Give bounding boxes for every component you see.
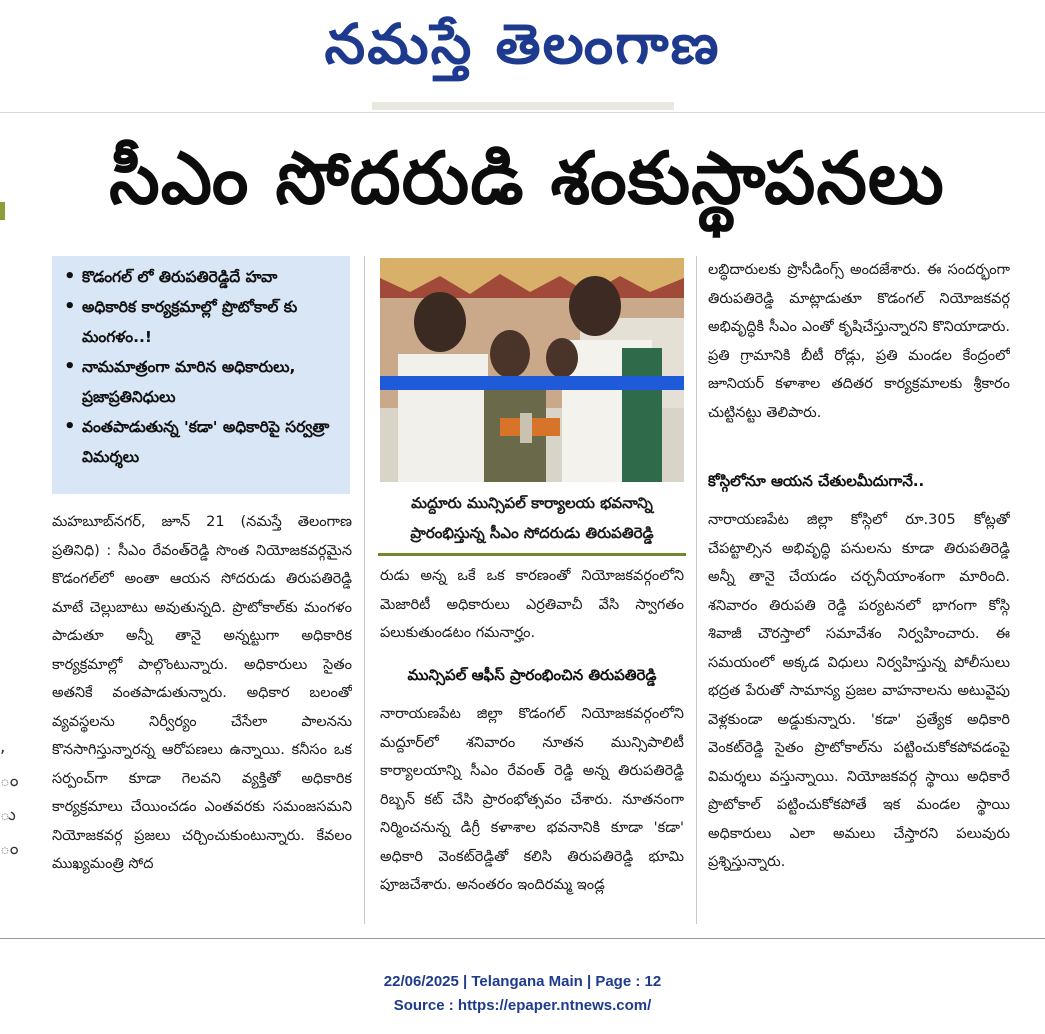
column-2-lower-text: నారాయణపేట జిల్లా కొడంగల్ నియోజకవర్గంలోని మద్దూర్‌లో శనివారం నూతన మున్సిపాలిటీ కార్యాలయాన్ని సీఎం రేవంత్ రెడ్డి అన్న తిరుపతిరెడ్డి రిబ్బన్ కట్ చేసి ప్రారంభోత్సవం చేశారు. నూతనంగా నిర్మించనున్న డిగ్రీ కళాశాల భవనానికి కూడా 'కడా' అధికారి వెంకట్‌రెడ్డితో కలిసి తిరుపతిరెడ్డి భూమి పూజచేశారు. అనంతరం ఇందిరమ్మ ఇండ్ల	[380, 706, 684, 893]
column-divider	[364, 256, 365, 924]
highlight-item: • నామమాత్రంగా మారిన అధికారులు, ప్రజాప్రతినిధులు	[62, 352, 344, 412]
fragment-char: ,	[0, 737, 6, 757]
column-1-text: మహబూబ్‌నగర్, జూన్ 21 (నమస్తే తెలంగాణ ప్రతినిధి) : సీఎం రేవంత్‌రెడ్డి సొంత నియోజకవర్గమైన కొడంగల్‌లో అంతా ఆయన సోదరుడు తిరుపతిరెడ్డి మాటే చెల్లుబాటు అవుతున్నది. ప్రొటోకాల్‌కు మంగళం పాడుతూ అన్నీ తానై అన్నట్టుగా అధికారిక కార్యక్రమాల్లో పాల్గొంటున్నారు. అధికారులు సైతం అతనికే వంతపాడుతున్నారు. అధికార బలంతో వ్యవస్థలను నిర్వీర్యం చేసేలా పాలనను కొనసాగిస్తున్నారన్న ఆరోపణలు ఉన్నాయి. కనీసం ఒక సర్పంచ్‌గా కూడా గెలవని వ్యక్తితో అధికారిక కార్యక్రమాలు చేయించడం ఎంతవరకు సమంజసమని నియోజకవర్గ ప్రజలు చర్చించుకుంటున్నారు. కేవలం ముఖ్యమంత్రి సోద	[52, 514, 352, 872]
footer-source-link[interactable]: Source : https://epaper.ntnews.com/	[393, 997, 652, 1014]
column-2-upper-text: రుడు అన్న ఒకే ఒక కారణంతో నియోజకవర్గంలోని మెజారిటీ అధికారులు ఎర్రతివాచీ వేసి స్వాగతం పలుకుతుండటం గమనార్హం.	[380, 568, 684, 641]
highlight-item: • అధికారిక కార్యక్రమాల్లో ప్రొటోకాల్ కు మంగళం..!	[62, 292, 344, 352]
column-3-lower-text: నారాయణపేట జిల్లా కోస్గిలో రూ.305 కోట్లతో చేపట్టాల్సిన అభివృద్ధి పనులను కూడా తిరుపతిరెడ్డి అన్నీ తానై చేయడం చర్చనీయాంశంగా మారింది. శనివారం తిరుపతి రెడ్డి పర్యటనలో భాగంగా కోస్గి శివాజీ చౌరస్తాలో సమావేశం నిర్వహించారు. ఈ సమయంలో అక్కడ విధులు నిర్వహిస్తున్న పోలీసులు భద్రత పేరుతో సామాన్య ప్రజల వాహనాలను అటువైపు వెళ్లకుండా అడ్డుకున్నారు. 'కడా' ప్రత్యేక అధికారి వెంకట్‌రెడ్డి సైతం ప్రొటోకాల్‌ను పట్టించుకోకపోవడంపై విమర్శలు వస్తున్నాయి. నియోజకవర్గ స్థాయి అధికారే ప్రొటోకాల్ పట్టించుకోకపోతే ఇక మండల స్థాయి అధికారులు ఎలా అమలు చేస్తారని పలువురు ప్రశ్నిస్తున్నారు.	[708, 512, 1010, 870]
highlight-item: • వంతపాడుతున్న 'కడా' అధికారిపై సర్వత్రా విమర్శలు	[62, 412, 344, 472]
fragment-char: ం	[0, 771, 19, 791]
column-divider	[696, 256, 697, 924]
fragment-char: ు	[0, 805, 16, 825]
highlights-box	[52, 256, 350, 494]
photo-caption	[378, 484, 686, 556]
highlight-item: • కొడంగల్ లో తిరుపతిరెడ్డిదే హవా	[62, 262, 344, 292]
fragment-char: ం	[0, 839, 19, 859]
adjacent-article-fragment	[0, 730, 19, 900]
caption-line-2: ప్రారంభిస్తున్న సీఎం సోదరుడు తిరుపతిరెడ్డి	[410, 524, 654, 542]
page-footer	[0, 970, 1045, 1022]
column-3-subheading: కోస్గిలోనూ ఆయన చేతులమీదుగానే..	[708, 472, 925, 490]
footer-date-page: 22/06/2025 | Telangana Main | Page : 12	[383, 973, 662, 990]
column-3-upper-text: లబ్ధిదారులకు ప్రొసీడింగ్స్ అందజేశారు. ఈ సందర్భంగా తిరుపతిరెడ్డి మాట్లాడుతూ కొడంగల్ నియోజకవర్గ అభివృద్ధికి సీఎం ఎంతో కృషిచేస్తున్నారని కొనియాడారు. ప్రతి గ్రామానికి బీటీ రోడ్లు, ప్రతి మండల కేంద్రంలో జూనియర్ కళాశాల తదితర కార్యక్రమాలకు శ్రీకారం చుట్టినట్టు తెలిపారు.	[708, 262, 1010, 421]
article-photo	[380, 258, 684, 482]
left-edge-marker	[0, 202, 5, 220]
masthead	[0, 0, 1045, 88]
newspaper-logo: నమస్తే తెలంగాణ	[324, 11, 721, 77]
article-headline: సీఎం సోదరుడి శంకుస్థాపనలు	[109, 136, 945, 220]
footer-divider	[0, 938, 1045, 939]
masthead-band	[372, 102, 674, 110]
column-2-subheading: మున్సిపల్ ఆఫీస్ ప్రారంభించిన తిరుపతిరెడ్డి	[407, 666, 657, 684]
masthead-divider	[0, 112, 1045, 113]
caption-line-1: మద్దూరు మున్సిపల్ కార్యాలయ భవనాన్ని	[411, 494, 653, 512]
